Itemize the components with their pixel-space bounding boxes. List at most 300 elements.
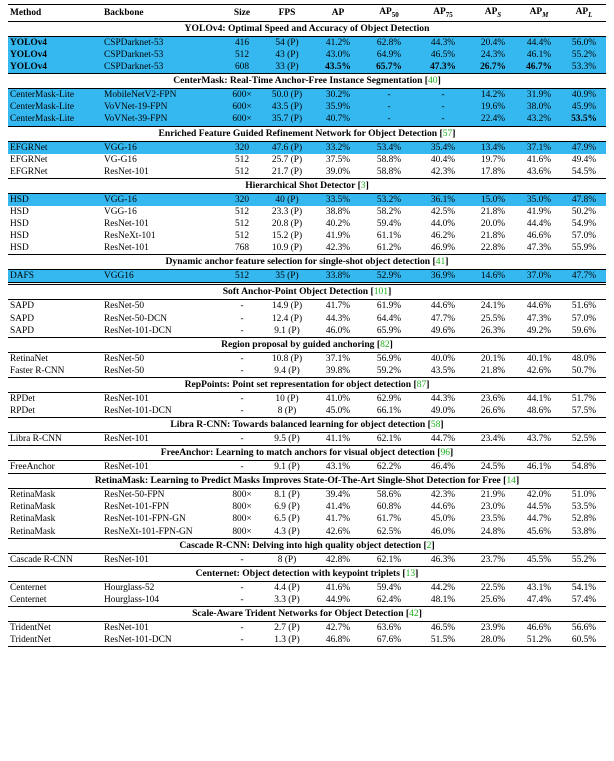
cell-apm: 47.4% — [526, 594, 552, 605]
cell-fps: 10.8 (P) — [260, 352, 314, 365]
cell-method: SAPD — [10, 313, 34, 324]
cell-apm: 48.6% — [526, 405, 552, 416]
cell-ap75: 48.1% — [430, 594, 456, 605]
table-body — [8, 22, 606, 650]
cell-method: CenterMask-Lite — [8, 89, 102, 102]
cell-aps: 28.0% — [480, 635, 506, 645]
table-row — [8, 553, 606, 566]
group-header-row — [8, 566, 606, 581]
cell-size: - — [224, 581, 260, 594]
cell-apl: 57.0% — [571, 313, 597, 324]
cell-apm: 44.7% — [526, 514, 552, 525]
cell-ap75: - — [416, 113, 470, 126]
cell-fps: 14.9 (P) — [260, 300, 314, 313]
cell-ap: 40.2% — [325, 219, 351, 230]
cell-aps: 26.6% — [480, 405, 506, 416]
cell-apl: 56.0% — [562, 37, 606, 50]
cell-apl: 54.5% — [571, 166, 597, 177]
cell-ap50: 58.8% — [376, 166, 402, 177]
cell-ap: 41.6% — [314, 581, 362, 594]
cell-backbone: ResNet-101-DCN — [104, 325, 172, 336]
cell-method: RetinaNet — [8, 352, 102, 365]
cell-apl: 50.7% — [571, 365, 597, 376]
group-header-row — [8, 538, 606, 553]
cell-size: 800× — [232, 502, 252, 513]
cell-fps: 35 (P) — [260, 270, 314, 284]
cell-method: HSD — [10, 219, 29, 230]
cell-fps: 43.5 (P) — [260, 101, 314, 113]
table-row — [8, 49, 606, 61]
cell-ap50: 61.7% — [376, 514, 402, 525]
cell-ap50: 62.9% — [362, 392, 416, 405]
cell-aps: 21.9% — [470, 489, 516, 502]
group-title: Cascade R-CNN: Delving into high quality object detection [2] — [8, 538, 606, 553]
cell-fps: 47.6 (P) — [260, 141, 314, 154]
table-row — [8, 206, 606, 218]
citation-link[interactable]: 96 — [440, 447, 451, 459]
cell-size: 416 — [224, 37, 260, 50]
cell-ap: 43.0% — [314, 49, 362, 61]
table-row — [8, 489, 606, 502]
cell-apm: 46.6% — [526, 231, 552, 242]
cell-ap: 44.3% — [325, 313, 351, 324]
group-title: RepPoints: Point set representation for object detection [87] — [8, 377, 606, 392]
cell-apl: 52.8% — [571, 514, 597, 525]
cell-backbone: ResNet-101 — [102, 553, 224, 566]
cell-apl: 40.9% — [562, 89, 606, 102]
citation-link[interactable]: 58 — [430, 419, 441, 431]
cell-backbone: ResNet-101-DCN — [104, 405, 172, 416]
cell-backbone: ResNet-50 — [102, 300, 224, 313]
cell-fps: 8 (P) — [277, 405, 297, 416]
citation-link[interactable]: 3 — [360, 179, 366, 191]
group-title-text: Libra R-CNN: Towards balanced learning for object detection — [170, 419, 426, 431]
cell-ap50: 53.4% — [362, 141, 416, 154]
group-header-row — [8, 126, 606, 141]
table-row — [8, 270, 606, 284]
header-ap75: $AP_{75}$ — [416, 5, 470, 22]
cell-ap50: 62.2% — [362, 461, 416, 474]
group-title: RetinaMask: Learning to Predict Masks Improves State-Of-The-Art Single-Shot Detection for Free [14] — [8, 474, 606, 489]
cell-apl: 54.8% — [562, 461, 606, 474]
table-row — [8, 433, 606, 446]
cell-fps: 1.3 (P) — [274, 635, 300, 645]
group-title: Hierarchical Shot Detector [3] — [8, 178, 606, 193]
cell-fps: 10 (P) — [260, 392, 314, 405]
cell-apl: 45.9% — [562, 101, 606, 113]
group-title: Scale-Aware Trident Networks for Object Detection [42] — [8, 606, 606, 621]
table-row — [8, 218, 606, 230]
cell-backbone: VoVNet-19-FPN — [102, 101, 224, 113]
cell-apm: 46.7% — [516, 61, 562, 74]
cell-ap75: 35.4% — [416, 141, 470, 154]
cell-backbone: Hourglass-104 — [104, 594, 160, 605]
cell-apl: 51.6% — [562, 300, 606, 313]
cell-ap75: - — [416, 89, 470, 102]
cell-aps: 25.6% — [480, 594, 506, 605]
cell-ap75: 49.6% — [430, 325, 456, 336]
cell-fps: 9.4 (P) — [274, 365, 300, 376]
group-title: Soft Anchor-Point Object Detection [101] — [8, 284, 606, 300]
cell-apm: 49.2% — [526, 325, 552, 336]
cell-fps: 15.2 (P) — [271, 231, 303, 242]
cell-apm: 42.6% — [526, 365, 552, 376]
cell-fps: 8 (P) — [260, 553, 314, 566]
cell-ap50: 63.6% — [362, 621, 416, 634]
cell-aps: 23.0% — [480, 502, 506, 513]
group-title: Libra R-CNN: Towards balanced learning for object detection [58] — [8, 418, 606, 433]
cell-method: CenterMask-Lite — [8, 101, 102, 113]
cell-aps: 14.2% — [470, 89, 516, 102]
cell-ap50: 61.2% — [376, 243, 402, 254]
cell-ap75: 44.3% — [416, 37, 470, 50]
cell-ap: 33.5% — [314, 193, 362, 206]
cell-ap50: 64.4% — [376, 313, 402, 324]
cell-apm: 37.1% — [516, 141, 562, 154]
citation-link[interactable]: 82 — [380, 338, 390, 350]
cell-size: 512 — [224, 49, 260, 61]
cell-ap75: 46.5% — [416, 49, 470, 61]
group-title: Enriched Feature Guided Refinement Network for Object Detection [57] — [8, 126, 606, 141]
cell-ap75: 46.3% — [416, 553, 470, 566]
cell-backbone: ResNeXt-101 — [104, 231, 156, 242]
cell-backbone: ResNet-50 — [104, 365, 145, 376]
cell-backbone: VG-G16 — [104, 154, 137, 165]
cell-ap50: 61.9% — [362, 300, 416, 313]
cell-apm: 43.7% — [516, 433, 562, 446]
cell-ap: 41.1% — [314, 433, 362, 446]
cell-aps: 23.6% — [470, 392, 516, 405]
cell-ap75: 51.5% — [430, 635, 456, 645]
cell-size: 512 — [224, 270, 260, 284]
cell-aps: 24.1% — [470, 300, 516, 313]
cell-ap50: - — [362, 89, 416, 102]
cell-ap: 42.6% — [325, 526, 351, 537]
cell-apl: 60.5% — [571, 635, 597, 645]
cell-apm: 44.6% — [516, 300, 562, 313]
cell-method: Cascade R-CNN — [8, 553, 102, 566]
comparison-table-container — [8, 0, 606, 649]
group-title: FreeAnchor: Learning to match anchors for visual object detection [96] — [8, 446, 606, 461]
cell-size: 512 — [234, 154, 250, 165]
cell-ap50: 60.8% — [376, 502, 402, 513]
table-row — [8, 89, 606, 102]
cell-fps: 6.9 (P) — [274, 502, 300, 513]
cell-size: 608 — [224, 61, 260, 74]
cell-ap: 35.9% — [314, 101, 362, 113]
group-title-text: Region proposal by guided anchoring — [221, 338, 375, 350]
cell-aps: 22.4% — [470, 113, 516, 126]
group-title: Region proposal by guided anchoring [82] — [8, 337, 606, 352]
cell-aps: 24.5% — [470, 461, 516, 474]
cell-apl: 57.0% — [571, 231, 597, 242]
cell-size: 800× — [224, 489, 260, 502]
cell-apl: 51.0% — [562, 489, 606, 502]
cell-method: DAFS — [8, 270, 102, 284]
table-bottom-rule — [8, 647, 606, 650]
cell-fps: 43 (P) — [260, 49, 314, 61]
citation-link[interactable]: 101 — [373, 286, 389, 298]
cell-ap: 46.8% — [325, 635, 351, 645]
cell-ap: 40.7% — [314, 113, 362, 126]
cell-fps: 50.0 (P) — [260, 89, 314, 102]
cell-aps: 21.8% — [480, 231, 506, 242]
group-title-text: Enriched Feature Guided Refinement Network for Object Detection — [158, 127, 438, 139]
cell-size: - — [224, 433, 260, 446]
cell-backbone: ResNet-101 — [104, 219, 149, 230]
cell-ap75: 45.0% — [430, 514, 456, 525]
header-ap50: $AP_{50}$ — [362, 5, 416, 22]
cell-ap75: 46.0% — [430, 526, 456, 537]
table-row — [8, 352, 606, 365]
cell-fps: 9.1 (P) — [260, 461, 314, 474]
cell-size: 512 — [234, 231, 250, 242]
cell-apm: 44.1% — [516, 392, 562, 405]
cell-fps: 23.3 (P) — [271, 206, 303, 217]
cell-ap50: 53.2% — [362, 193, 416, 206]
cell-ap50: 62.8% — [362, 37, 416, 50]
cell-apm: 35.0% — [516, 193, 562, 206]
cell-method: HSD — [10, 231, 29, 242]
cell-apl: 57.4% — [571, 594, 597, 605]
cell-apm: 44.4% — [526, 219, 552, 230]
group-header-row — [8, 606, 606, 621]
cell-method: Faster R-CNN — [10, 365, 65, 376]
group-header-row — [8, 446, 606, 461]
table-row — [8, 193, 606, 206]
header-apm: $AP_M$ — [516, 5, 562, 22]
cell-method: SAPD — [8, 300, 102, 313]
cell-apm: 43.1% — [516, 581, 562, 594]
cell-size: 800× — [232, 514, 252, 525]
cell-apl: 53.3% — [562, 61, 606, 74]
cell-aps: 20.0% — [480, 219, 506, 230]
cell-ap: 30.2% — [314, 89, 362, 102]
cell-method: RetinaMask — [10, 502, 56, 513]
cell-aps: 26.7% — [470, 61, 516, 74]
cell-aps: 21.8% — [480, 206, 506, 217]
cell-backbone: CSPDarknet-53 — [102, 61, 224, 74]
cell-aps: 20.4% — [470, 37, 516, 50]
header-backbone: Backbone — [102, 5, 224, 22]
citation-link[interactable]: 41 — [435, 256, 446, 268]
cell-apl: 57.5% — [571, 405, 597, 416]
cell-size: 512 — [234, 219, 250, 230]
cell-method: CenterMask-Lite — [8, 113, 102, 126]
citation-link[interactable]: 2 — [426, 539, 432, 551]
cell-ap: 41.0% — [314, 392, 362, 405]
cell-ap50: 59.2% — [376, 365, 402, 376]
cell-apl: 56.6% — [562, 621, 606, 634]
citation-link[interactable]: 14 — [506, 475, 516, 487]
cell-ap: 33.2% — [314, 141, 362, 154]
cell-ap75: 44.6% — [430, 502, 456, 513]
cell-method: EFGRNet — [8, 141, 102, 154]
cell-ap: 41.7% — [314, 300, 362, 313]
cell-ap: 42.8% — [314, 553, 362, 566]
cell-apl: 48.0% — [562, 352, 606, 365]
group-header-row — [8, 337, 606, 352]
cell-size: 512 — [234, 206, 250, 217]
table-row — [8, 365, 606, 378]
cell-method: FreeAnchor — [8, 461, 102, 474]
group-title-text: Hierarchical Shot Detector — [245, 179, 356, 191]
citation-link[interactable]: 87 — [416, 378, 427, 390]
table-row — [8, 313, 606, 325]
group-title-text: Soft Anchor-Point Object Detection — [222, 286, 369, 298]
cell-backbone: ResNet-101-DCN — [104, 635, 172, 645]
cell-ap50: 56.9% — [362, 352, 416, 365]
cell-size: - — [240, 365, 244, 376]
cell-fps: 4.3 (P) — [274, 526, 300, 537]
cell-aps: 15.0% — [470, 193, 516, 206]
cell-aps: 24.3% — [470, 49, 516, 61]
cell-fps: 4.4 (P) — [260, 581, 314, 594]
cell-ap75: 46.5% — [416, 621, 470, 634]
group-title-text: Cascade R-CNN: Delving into high quality object detection — [179, 539, 422, 551]
cell-apl: 53.5% — [571, 502, 597, 513]
cell-method: TridentNet — [8, 621, 102, 634]
cell-ap: 33.8% — [314, 270, 362, 284]
group-title: Centernet: Object detection with keypoint triplets [13] — [8, 566, 606, 581]
cell-backbone: ResNeXt-101-FPN-GN — [104, 526, 193, 537]
cell-apl: 47.8% — [562, 193, 606, 206]
cell-ap75: 44.7% — [416, 433, 470, 446]
header-method: Method — [8, 5, 102, 22]
cell-size: - — [224, 300, 260, 313]
cell-fps: 12.4 (P) — [271, 313, 303, 324]
cell-backbone: VGG16 — [102, 270, 224, 284]
citation-link[interactable]: 42 — [409, 607, 419, 619]
cell-ap75: 44.3% — [416, 392, 470, 405]
cell-fps: 3.3 (P) — [274, 594, 300, 605]
table-row — [8, 166, 606, 179]
cell-apl: 54.1% — [562, 581, 606, 594]
comparison-table — [8, 4, 606, 649]
citation-link[interactable]: 40 — [428, 75, 438, 87]
cell-ap50: 59.4% — [376, 219, 402, 230]
header-fps: FPS — [260, 5, 314, 22]
cell-ap50: - — [362, 101, 416, 113]
group-title-text: Scale-Aware Trident Networks for Object Detection — [192, 607, 404, 619]
table-row — [8, 230, 606, 242]
table-row — [8, 242, 606, 255]
cell-method: YOLOv4 — [8, 49, 102, 61]
group-title: Dynamic anchor feature selection for single-shot object detection [41] — [8, 255, 606, 270]
cell-apl: 53.8% — [571, 526, 597, 537]
cell-method: Libra R-CNN — [8, 433, 102, 446]
table-row — [8, 113, 606, 126]
cell-apm: 46.1% — [516, 461, 562, 474]
cell-aps: 26.3% — [480, 325, 506, 336]
cell-ap75: 46.4% — [416, 461, 470, 474]
cell-aps: 23.5% — [480, 514, 506, 525]
cell-ap50: 58.8% — [376, 154, 402, 165]
cell-ap75: 47.7% — [430, 313, 456, 324]
cell-fps: 2.7 (P) — [260, 621, 314, 634]
cell-ap75: 42.3% — [430, 166, 456, 177]
cell-method: YOLOv4 — [8, 37, 102, 50]
cell-ap50: 58.2% — [376, 206, 402, 217]
cell-apl: 47.9% — [562, 141, 606, 154]
cell-method: SAPD — [10, 325, 34, 336]
table-row — [8, 154, 606, 166]
cell-fps: 9.1 (P) — [274, 325, 300, 336]
cell-apm: 46.1% — [516, 49, 562, 61]
cell-aps: 22.8% — [480, 243, 506, 254]
cell-method: Centernet — [8, 581, 102, 594]
cell-ap50: 65.9% — [376, 325, 402, 336]
cell-ap50: 58.6% — [362, 489, 416, 502]
cell-apm: 47.3% — [526, 313, 552, 324]
table-row — [8, 513, 606, 525]
cell-aps: 23.9% — [470, 621, 516, 634]
table-row — [8, 461, 606, 474]
cell-ap: 42.7% — [314, 621, 362, 634]
table-row — [8, 392, 606, 405]
cell-apm: 40.1% — [516, 352, 562, 365]
cell-fps: 20.8 (P) — [271, 219, 303, 230]
cell-fps: 54 (P) — [260, 37, 314, 50]
cell-ap50: 52.9% — [362, 270, 416, 284]
cell-method: TridentNet — [10, 635, 51, 645]
cell-ap75: 44.6% — [416, 300, 470, 313]
cell-size: - — [240, 594, 244, 605]
table-row — [8, 581, 606, 594]
table-row — [8, 300, 606, 313]
header-size: Size — [224, 5, 260, 22]
cell-method: HSD — [10, 206, 29, 217]
cell-method: RPDet — [8, 392, 102, 405]
cell-ap: 37.1% — [314, 352, 362, 365]
cell-backbone: ResNet-101 — [104, 166, 149, 177]
cell-backbone: ResNet-101-FPN — [104, 502, 170, 513]
cell-aps: 13.4% — [470, 141, 516, 154]
cell-ap75: 44.2% — [416, 581, 470, 594]
cell-ap50: 61.1% — [376, 231, 402, 242]
cell-ap50: 59.4% — [362, 581, 416, 594]
cell-ap75: 47.3% — [416, 61, 470, 74]
cell-apm: 44.4% — [516, 37, 562, 50]
cell-backbone: ResNet-101 — [102, 461, 224, 474]
cell-ap75: 46.9% — [430, 243, 456, 254]
cell-backbone: ResNet-50 — [102, 352, 224, 365]
cell-method: Centernet — [10, 594, 47, 605]
table-row — [8, 101, 606, 113]
cell-aps: 17.8% — [480, 166, 506, 177]
header-aps: $AP_S$ — [470, 5, 516, 22]
citation-link[interactable]: 13 — [405, 567, 416, 579]
cell-apl: 51.7% — [562, 392, 606, 405]
table-row — [8, 37, 606, 50]
cell-ap50: 65.7% — [362, 61, 416, 74]
cell-apl: 52.5% — [562, 433, 606, 446]
cell-aps: 19.6% — [470, 101, 516, 113]
cell-size: - — [240, 635, 244, 645]
cell-ap: 41.9% — [325, 231, 351, 242]
cell-apl: 55.2% — [562, 49, 606, 61]
citation-link[interactable]: 57 — [442, 127, 453, 139]
cell-ap75: 49.0% — [430, 405, 456, 416]
table-row — [8, 634, 606, 647]
cell-ap50: 64.9% — [362, 49, 416, 61]
table-row — [8, 325, 606, 338]
cell-size: - — [224, 553, 260, 566]
cell-ap75: 36.1% — [416, 193, 470, 206]
cell-ap75: 36.9% — [416, 270, 470, 284]
cell-apm: 42.0% — [516, 489, 562, 502]
cell-backbone: ResNet-101-FPN-GN — [104, 514, 186, 525]
